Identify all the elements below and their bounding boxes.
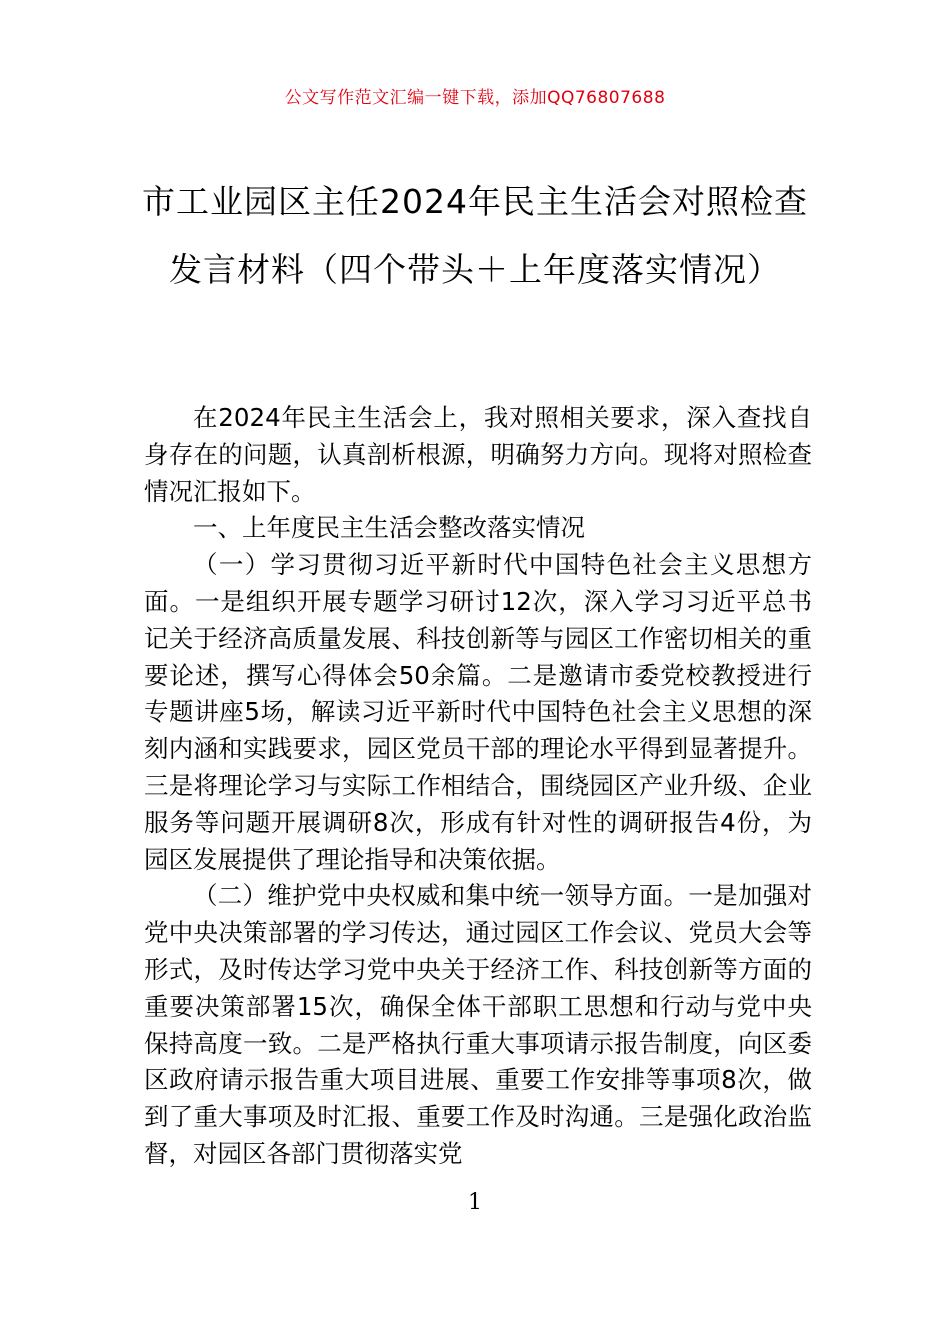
body-paragraph: （二）维护党中央权威和集中统一领导方面。一是加强对党中央决策部署的学习传达，通过园区工作会议、党员大会等形式，及时传达学习党中央关于经济工作、科技创新等方面的重要决策部署15次，确保全体干部职工思想和行动与党中央保持高度一致。二是严格执行重大事项请示报告制度，向区委区政府请示报告重大项目进展、重要工作安排等事项8次，做到了重大事项及时汇报、重要工作及时沟通。三是强化政治监督，对园区各部门贯彻落实党: [144, 881, 812, 1168]
document-body: [144, 400, 812, 1173]
document-title: 市工业园区主任2024年民主生活会对照检查发言材料（四个带头＋上年度落实情况）: [142, 182, 808, 289]
body-paragraph: （一）学习贯彻习近平新时代中国特色社会主义思想方面。一是组织开展专题学习研讨12次，深入学习习近平总书记关于经济高质量发展、科技创新等与园区工作密切相关的重要论述，撰写心得体会50余篇。二是邀请市委党校教授进行专题讲座5场，解读习近平新时代中国特色社会主义思想的深刻内涵和实践要求，园区党员干部的理论水平得到显著提升。三是将理论学习与实际工作相结合，围绕园区产业升级、企业服务等问题开展调研8次，形成有针对性的调研报告4份，为园区发展提供了理论指导和决策依据。: [144, 550, 812, 874]
section-heading: 一、上年度民主生活会整改落实情况: [193, 513, 585, 543]
watermark-banner: 公文写作范文汇编一键下载，添加QQ76807688: [284, 88, 666, 108]
page-number: 1: [468, 1190, 482, 1215]
intro-paragraph: 在2024年民主生活会上，我对照相关要求，深入查找自身存在的问题，认真剖析根源，明确努力方向。现将对照检查情况汇报如下。: [144, 403, 812, 506]
